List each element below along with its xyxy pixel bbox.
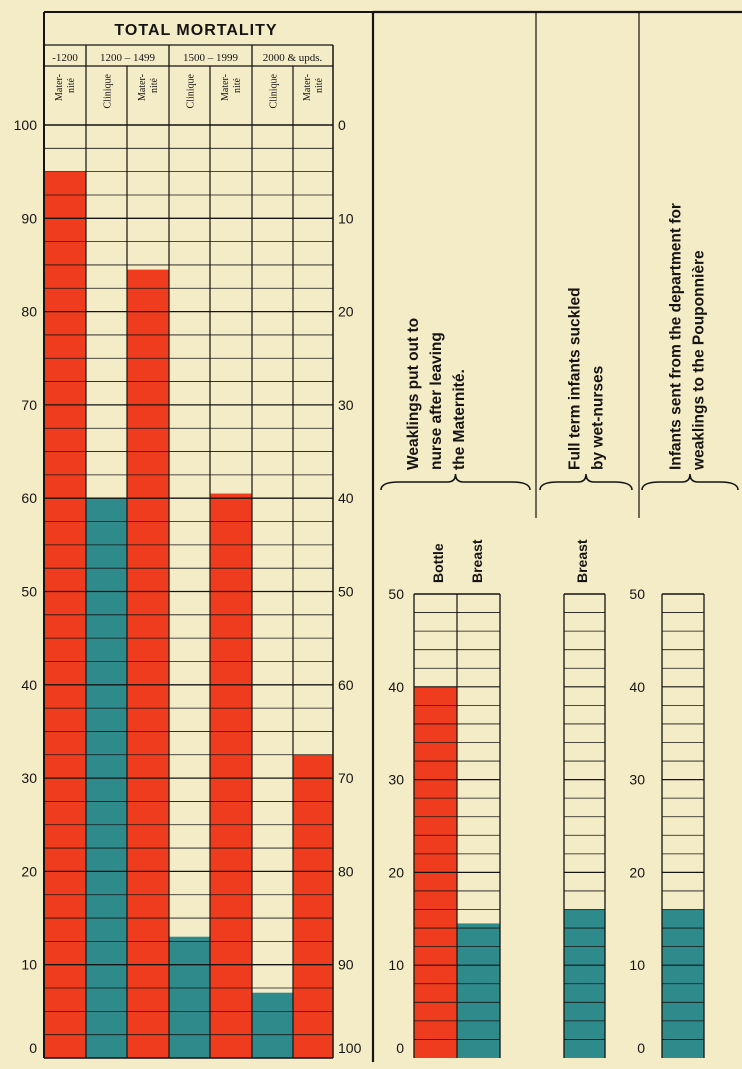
- category-label: Breast: [574, 539, 590, 583]
- column-header-line: Mater-: [220, 74, 231, 102]
- mortality-bar-6: [252, 993, 293, 1058]
- chart4-tick: 20: [629, 864, 645, 881]
- column-header-line: Clinique: [102, 74, 114, 109]
- mortality-group-label: -1200: [52, 52, 78, 64]
- chart-title-line: Full term infants suckled: [566, 287, 584, 470]
- mortality-left-tick: 80: [21, 303, 37, 320]
- chart3-category-label-1: [574, 539, 590, 583]
- chart2-bar-2: [457, 923, 500, 1058]
- chart4-tick: 10: [629, 957, 645, 974]
- mortality-right-tick: 70: [338, 770, 354, 787]
- mortality-left-tick: 100: [13, 117, 37, 133]
- chart4-tick: 40: [629, 678, 645, 695]
- column-header-line: nité: [149, 78, 160, 93]
- chart-title-line: nurse after leaving: [428, 332, 445, 470]
- mortality-right-tick: 100: [338, 1040, 362, 1056]
- mortality-left-tick: 90: [21, 210, 37, 227]
- chart4-tick: 30: [629, 771, 645, 788]
- mortality-left-tick: 70: [21, 396, 37, 413]
- chart-title-line: Infants sent from the department for: [667, 203, 685, 470]
- mortality-group-label: 1200 – 1499: [100, 52, 155, 64]
- chart2-tick: 40: [388, 678, 404, 695]
- mortality-column-header-2: [103, 73, 114, 108]
- category-label: Breast: [469, 539, 485, 583]
- mortality-bar-5: [210, 494, 252, 1058]
- mortality-title: TOTAL MORTALITY: [114, 22, 278, 39]
- column-header-line: Clinique: [268, 74, 280, 109]
- mortality-right-tick: 80: [338, 863, 354, 880]
- mortality-left-tick: 10: [21, 956, 37, 973]
- chart-title-line: Weaklings put out to: [405, 317, 422, 470]
- chart2-tick: 20: [388, 864, 404, 881]
- mortality-bar-4: [169, 937, 210, 1058]
- mortality-left-tick: 40: [21, 676, 37, 693]
- mortality-left-tick: 60: [21, 490, 37, 507]
- column-header-line: Mater-: [302, 74, 313, 102]
- mortality-left-tick: 20: [21, 863, 37, 880]
- chart-title-line: the Maternité.: [451, 369, 468, 470]
- column-header-line: Clinique: [185, 74, 197, 109]
- chart2-tick: 10: [388, 957, 404, 974]
- mortality-group-label: 1500 – 1999: [183, 52, 238, 64]
- mortality-right-tick: 10: [338, 210, 354, 227]
- mortality-right-tick: 30: [338, 396, 354, 413]
- mortality-bar-3: [127, 270, 169, 1058]
- column-header-line: nité: [66, 78, 77, 93]
- chart2-category-label-1: [430, 543, 446, 583]
- chart2-tick: 0: [396, 1040, 404, 1056]
- chart-title-line: by wet-nurses: [589, 365, 607, 470]
- chart4-tick: 0: [637, 1040, 645, 1056]
- chart2-tick: 50: [388, 586, 404, 602]
- chart2-tick: 30: [388, 771, 404, 788]
- mortality-column-header-6: [269, 73, 280, 108]
- mortality-group-label: 2000 & upds.: [262, 52, 323, 64]
- mortality-right-tick: 90: [338, 956, 354, 973]
- mortality-left-tick: 0: [29, 1040, 37, 1056]
- column-header-line: Mater-: [54, 74, 65, 102]
- chart2-category-label-2: [469, 539, 485, 583]
- column-header-line: Mater-: [137, 74, 148, 102]
- mortality-left-tick: 30: [21, 770, 37, 787]
- column-header-line: nité: [314, 78, 325, 93]
- mortality-column-header-4: [186, 73, 197, 108]
- mortality-right-tick: 20: [338, 303, 354, 320]
- mortality-left-tick: 50: [21, 583, 37, 600]
- chart-title-line: weaklings to the Pouponnière: [690, 250, 708, 470]
- mortality-right-tick: 40: [338, 490, 354, 507]
- mortality-bar-7: [293, 755, 333, 1058]
- mortality-right-tick: 0: [338, 117, 346, 133]
- column-header-line: nité: [232, 78, 243, 93]
- chart4-tick: 50: [629, 586, 645, 602]
- category-label: Bottle: [430, 543, 446, 583]
- mortality-right-tick: 60: [338, 676, 354, 693]
- mortality-right-tick: 50: [338, 583, 354, 600]
